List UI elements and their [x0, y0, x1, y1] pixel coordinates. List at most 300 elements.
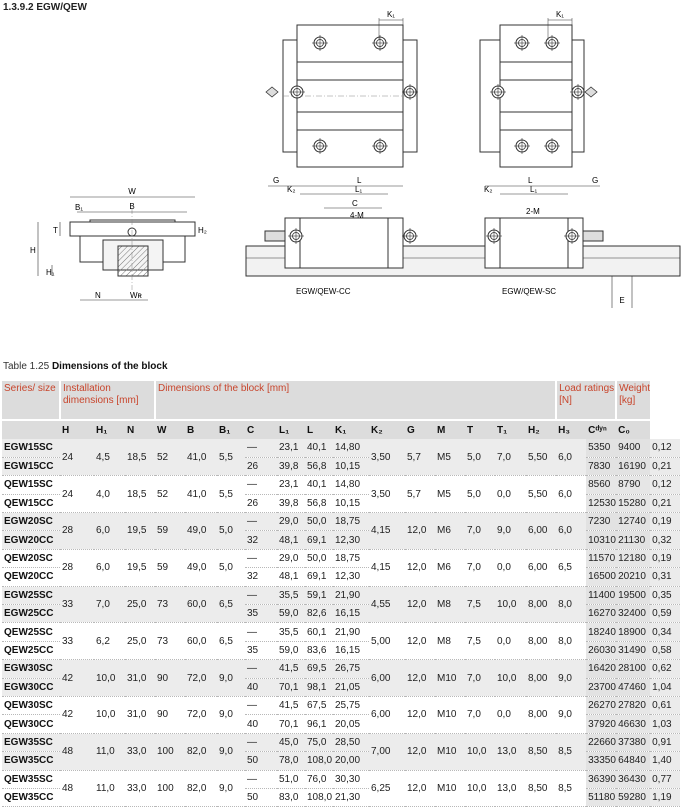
table-cell: 1,40: [650, 752, 680, 770]
table-cell: QEW15CC: [2, 494, 60, 512]
table-cell: M6: [435, 549, 465, 586]
table-cell: 41,0: [185, 476, 217, 513]
table-cell: 72,0: [185, 696, 217, 733]
table-cell: 60,1: [305, 623, 333, 641]
table-cell: M6: [435, 513, 465, 550]
table-cell: 59: [155, 549, 185, 586]
table-cell: 12,30: [333, 568, 369, 586]
table-cell: 7,0: [94, 586, 125, 623]
table-cell: —: [245, 513, 277, 531]
table-cell: 21,30: [333, 788, 369, 806]
table-cell: 64840: [616, 752, 650, 770]
top-view-cc: [266, 10, 418, 167]
group-block: Dimensions of the block [mm]: [155, 381, 556, 420]
table-cell: 41,5: [277, 696, 305, 714]
table-cell: 19,5: [125, 513, 155, 550]
table-cell: 9,0: [217, 770, 245, 807]
table-cell: 5350: [586, 439, 616, 457]
label-2m: 2-M: [526, 207, 540, 216]
table-cell: 8,00: [526, 660, 556, 697]
label-k1-sc: K₁: [555, 10, 565, 19]
table-cell: —: [245, 623, 277, 641]
table-cell: 0,21: [650, 494, 680, 512]
table-cell: 49,0: [185, 549, 217, 586]
table-cell: 5,5: [217, 439, 245, 476]
table-cell: 0,58: [650, 641, 680, 659]
column-header: L: [305, 420, 333, 439]
table-cell: 12,0: [405, 586, 435, 623]
table-cell: 0,19: [650, 513, 680, 531]
column-header: H₂: [526, 420, 556, 439]
table-cell: 90: [155, 660, 185, 697]
table-cell: 31,0: [125, 696, 155, 733]
table-cell: 10,0: [94, 696, 125, 733]
table-cell: 20,00: [333, 752, 369, 770]
table-cell: 10,0: [465, 770, 495, 807]
table-cell: 25,75: [333, 696, 369, 714]
table-cell: 40,1: [305, 439, 333, 457]
table-cell: 4,15: [369, 513, 405, 550]
table-cell: EGW25CC: [2, 605, 60, 623]
table-cell: 37920: [586, 715, 616, 733]
table-row: [2, 549, 680, 567]
table-cell: 12,0: [405, 513, 435, 550]
table-cell: 78,0: [277, 752, 305, 770]
table-cell: 75,0: [305, 733, 333, 751]
table-cell: 56,8: [305, 494, 333, 512]
table-cell: 33: [60, 623, 94, 660]
table-cell: EGW20CC: [2, 531, 60, 549]
table-cell: 4,15: [369, 549, 405, 586]
column-header: N: [125, 420, 155, 439]
table-cell: 28: [60, 513, 94, 550]
table-cell: 0,0: [495, 696, 526, 733]
label-b: B: [129, 202, 135, 211]
table-cell: 4,55: [369, 586, 405, 623]
table-cell: QEW35SC: [2, 770, 60, 788]
table-cell: 25,0: [125, 623, 155, 660]
table-cell: 73: [155, 586, 185, 623]
view-label-sc: EGW/QEW-SC: [502, 287, 557, 296]
dimensions-table: [2, 381, 680, 807]
table-cell: 12,0: [405, 733, 435, 770]
table-cell: 35: [245, 641, 277, 659]
table-cell: 7,0: [465, 696, 495, 733]
table-cell: 26030: [586, 641, 616, 659]
column-header: K₂: [369, 420, 405, 439]
table-cell: 29,0: [277, 513, 305, 531]
label-wr: Wʀ: [130, 291, 142, 300]
table-cell: 45,0: [277, 733, 305, 751]
table-cell: 6,0: [556, 513, 586, 550]
table-cell: 8,5: [556, 770, 586, 807]
table-cell: 96,1: [305, 715, 333, 733]
table-cell: 18,75: [333, 513, 369, 531]
table-cell: QEW20SC: [2, 549, 60, 567]
table-cell: 16,15: [333, 605, 369, 623]
column-header: Cᵈʸⁿ: [586, 420, 616, 439]
table-cell: 12,0: [405, 696, 435, 733]
table-cell: 36430: [616, 770, 650, 788]
table-cell: 42: [60, 696, 94, 733]
table-cell: 3,50: [369, 439, 405, 476]
table-cell: 49,0: [185, 513, 217, 550]
column-header: C₀: [616, 420, 650, 439]
column-header: H₁: [94, 420, 125, 439]
table-row: [2, 733, 680, 751]
label-l1-sc: L₁: [530, 185, 538, 194]
table-cell: M8: [435, 623, 465, 660]
table-cell: 0,61: [650, 696, 680, 714]
table-cell: 10,0: [94, 660, 125, 697]
table-cell: 7,0: [465, 513, 495, 550]
table-cell: 12,0: [405, 660, 435, 697]
table-cell: 8,00: [526, 623, 556, 660]
table-cell: 8,5: [556, 733, 586, 770]
label-l-sc: L: [528, 176, 533, 185]
table-cell: 98,1: [305, 678, 333, 696]
table-cell: —: [245, 696, 277, 714]
table-cell: 0,0: [495, 623, 526, 660]
table-cell: 0,31: [650, 568, 680, 586]
table-caption-prefix: Table 1.25: [3, 361, 50, 372]
label-g-sc: G: [592, 176, 599, 185]
table-cell: 5,5: [217, 476, 245, 513]
table-cell: 41,0: [185, 439, 217, 476]
table-cell: 0,62: [650, 660, 680, 678]
table-cell: —: [245, 660, 277, 678]
technical-drawing: [0, 0, 683, 360]
table-cell: 32: [245, 568, 277, 586]
table-cell: 6,5: [217, 623, 245, 660]
table-cell: 7,0: [495, 439, 526, 476]
column-header: H₃: [556, 420, 586, 439]
header-empty: [2, 420, 60, 439]
table-cell: 1,19: [650, 788, 680, 806]
table-cell: 48,1: [277, 531, 305, 549]
table-cell: QEW15SC: [2, 476, 60, 494]
column-header: B₁: [217, 420, 245, 439]
table-cell: 35,5: [277, 586, 305, 604]
column-header: T: [465, 420, 495, 439]
table-cell: 18,5: [125, 476, 155, 513]
table-cell: 24: [60, 439, 94, 476]
table-cell: 7,0: [465, 660, 495, 697]
table-cell: 12,0: [405, 770, 435, 807]
table-cell: 82,0: [185, 770, 217, 807]
table-row: [2, 770, 680, 788]
table-cell: EGW35CC: [2, 752, 60, 770]
table-cell: 8560: [586, 476, 616, 494]
table-cell: 8,0: [556, 623, 586, 660]
table-cell: 0,21: [650, 457, 680, 475]
table-cell: EGW35SC: [2, 733, 60, 751]
table-cell: 11,0: [94, 770, 125, 807]
table-cell: 16500: [586, 568, 616, 586]
column-header: W: [155, 420, 185, 439]
column-header: B: [185, 420, 217, 439]
label-k2-cc: K₂: [287, 185, 296, 194]
table-cell: 33: [60, 586, 94, 623]
label-k1-cc: K₁: [386, 10, 396, 19]
front-view: [30, 187, 207, 300]
table-cell: 5,0: [217, 549, 245, 586]
table-cell: 28100: [616, 660, 650, 678]
table-cell: 36390: [586, 770, 616, 788]
table-cell: 69,5: [305, 660, 333, 678]
table-cell: 16270: [586, 605, 616, 623]
table-cell: QEW25CC: [2, 641, 60, 659]
table-cell: 50,0: [305, 513, 333, 531]
table-cell: 7,00: [369, 733, 405, 770]
table-cell: 5,50: [526, 476, 556, 513]
table-cell: 26270: [586, 696, 616, 714]
label-w: W: [128, 187, 136, 196]
table-cell: EGW15CC: [2, 457, 60, 475]
table-row: [2, 513, 680, 531]
table-cell: 46630: [616, 715, 650, 733]
table-cell: EGW15SC: [2, 439, 60, 457]
table-cell: 7,5: [465, 586, 495, 623]
table-cell: 6,0: [556, 439, 586, 476]
table-cell: 90: [155, 696, 185, 733]
table-cell: 9,0: [556, 696, 586, 733]
label-h2: H₂: [198, 226, 207, 235]
table-cell: 28,50: [333, 733, 369, 751]
table-cell: 9,0: [495, 513, 526, 550]
table-cell: 70,1: [277, 715, 305, 733]
table-cell: 23,1: [277, 476, 305, 494]
table-cell: 12740: [616, 513, 650, 531]
column-header: C: [245, 420, 277, 439]
table-cell: 8,0: [556, 586, 586, 623]
table-cell: 13,0: [495, 770, 526, 807]
table-cell: 29,0: [277, 549, 305, 567]
label-c: C: [352, 199, 358, 208]
table-cell: 76,0: [305, 770, 333, 788]
table-cell: 6,00: [526, 549, 556, 586]
table-cell: 70,1: [277, 678, 305, 696]
column-header: M: [435, 420, 465, 439]
table-cell: 7,5: [465, 623, 495, 660]
table-cell: 5,50: [526, 439, 556, 476]
side-view: [246, 176, 680, 308]
table-cell: EGW30SC: [2, 660, 60, 678]
table-body: [2, 439, 680, 807]
table-cell: 6,5: [556, 549, 586, 586]
label-n: N: [95, 291, 101, 300]
table-row: [2, 476, 680, 494]
table-cell: 1,03: [650, 715, 680, 733]
label-h: H: [30, 246, 36, 255]
table-cell: 33,0: [125, 733, 155, 770]
table-cell: 48: [60, 733, 94, 770]
table-cell: 7230: [586, 513, 616, 531]
table-cell: 12180: [616, 549, 650, 567]
table-row: [2, 586, 680, 604]
table-cell: 37380: [616, 733, 650, 751]
label-t: T: [53, 226, 58, 235]
table-cell: 19,5: [125, 549, 155, 586]
table-cell: 50: [245, 788, 277, 806]
table-cell: 108,0: [305, 752, 333, 770]
table-row: [2, 623, 680, 641]
table-cell: 30,30: [333, 770, 369, 788]
table-cell: 21,90: [333, 623, 369, 641]
table-cell: 33350: [586, 752, 616, 770]
table-cell: —: [245, 770, 277, 788]
table-cell: 0,12: [650, 439, 680, 457]
table-cell: 5,0: [465, 476, 495, 513]
table-row: [2, 660, 680, 678]
table-cell: 11,0: [94, 733, 125, 770]
label-k2-sc: K₂: [484, 185, 493, 194]
table-cell: —: [245, 439, 277, 457]
column-header: L₁: [277, 420, 305, 439]
table-cell: 39,8: [277, 494, 305, 512]
table-cell: 50,0: [305, 549, 333, 567]
table-cell: M10: [435, 733, 465, 770]
table-cell: M5: [435, 439, 465, 476]
table-cell: M5: [435, 476, 465, 513]
table-cell: 12,0: [405, 549, 435, 586]
table-cell: 18,5: [125, 439, 155, 476]
label-b1: B₁: [75, 203, 84, 212]
table-cell: QEW30SC: [2, 696, 60, 714]
table-cell: 50: [245, 752, 277, 770]
table-cell: 12,30: [333, 531, 369, 549]
table-cell: 26,75: [333, 660, 369, 678]
table-cell: 10,15: [333, 494, 369, 512]
section-title: 1.3.9.2 EGW/QEW: [3, 2, 87, 13]
label-e: E: [619, 296, 625, 305]
table-cell: 35,5: [277, 623, 305, 641]
table-cell: QEW25SC: [2, 623, 60, 641]
table-cell: 6,5: [217, 586, 245, 623]
column-header: G: [405, 420, 435, 439]
table-cell: 15280: [616, 494, 650, 512]
table-row: [2, 439, 680, 457]
table-cell: EGW20SC: [2, 513, 60, 531]
table-cell: 31,0: [125, 660, 155, 697]
table-cell: M8: [435, 586, 465, 623]
group-series: Series/ size: [2, 381, 60, 420]
table-cell: M10: [435, 696, 465, 733]
table-cell: 51180: [586, 788, 616, 806]
table-cell: 14,80: [333, 439, 369, 457]
table-cell: 42: [60, 660, 94, 697]
table-cell: 0,34: [650, 623, 680, 641]
table-cell: 82,0: [185, 733, 217, 770]
table-cell: 83,6: [305, 641, 333, 659]
table-cell: 10,0: [465, 733, 495, 770]
table-cell: 40: [245, 715, 277, 733]
table-cell: 16,15: [333, 641, 369, 659]
table-cell: 23,1: [277, 439, 305, 457]
table-cell: 108,0: [305, 788, 333, 806]
column-header: K₁: [333, 420, 369, 439]
table-cell: 60,0: [185, 586, 217, 623]
table-cell: 8,50: [526, 770, 556, 807]
table-caption: [3, 361, 168, 372]
table-cell: 59,0: [277, 641, 305, 659]
table-cell: 32: [245, 531, 277, 549]
table-cell: 11570: [586, 549, 616, 567]
group-installation: Installation dimensions [mm]: [60, 381, 155, 420]
table-cell: 51,0: [277, 770, 305, 788]
table-cell: 27820: [616, 696, 650, 714]
table-cell: 28: [60, 549, 94, 586]
table-cell: 16190: [616, 457, 650, 475]
table-cell: 100: [155, 770, 185, 807]
table-cell: 0,12: [650, 476, 680, 494]
table-cell: 5,0: [217, 513, 245, 550]
table-cell: 4,5: [94, 439, 125, 476]
table-cell: 6,0: [556, 476, 586, 513]
label-h1: H₁: [46, 268, 55, 277]
table-cell: 10,0: [495, 660, 526, 697]
table-cell: 0,0: [495, 549, 526, 586]
table-cell: 14,80: [333, 476, 369, 494]
table-cell: 20,05: [333, 715, 369, 733]
table-cell: 0,77: [650, 770, 680, 788]
table-cell: 0,32: [650, 531, 680, 549]
table-cell: 33,0: [125, 770, 155, 807]
column-header: H: [60, 420, 94, 439]
table-cell: 5,7: [405, 439, 435, 476]
table-cell: 67,5: [305, 696, 333, 714]
table-cell: 23700: [586, 678, 616, 696]
table-cell: 82,6: [305, 605, 333, 623]
table-caption-title: Dimensions of the block: [51, 361, 168, 372]
table-cell: 8790: [616, 476, 650, 494]
table-cell: 60,0: [185, 623, 217, 660]
table-cell: 48,1: [277, 568, 305, 586]
table-cell: EGW30CC: [2, 678, 60, 696]
table-cell: 12530: [586, 494, 616, 512]
view-label-cc: EGW/QEW-CC: [296, 287, 351, 296]
table-cell: 6,0: [94, 513, 125, 550]
group-load: Load ratings [N]: [556, 381, 616, 420]
table-cell: 5,7: [405, 476, 435, 513]
table-cell: M10: [435, 660, 465, 697]
table-cell: 21,05: [333, 678, 369, 696]
table-cell: 3,50: [369, 476, 405, 513]
table-cell: —: [245, 733, 277, 751]
table-cell: 40,1: [305, 476, 333, 494]
table-cell: 9400: [616, 439, 650, 457]
table-cell: 9,0: [217, 660, 245, 697]
table-cell: 6,0: [94, 549, 125, 586]
label-l-cc: L: [357, 176, 362, 185]
table-cell: 10,15: [333, 457, 369, 475]
table-cell: 21,90: [333, 586, 369, 604]
table-cell: 31490: [616, 641, 650, 659]
table-cell: 0,91: [650, 733, 680, 751]
table-cell: 41,5: [277, 660, 305, 678]
table-cell: 20210: [616, 568, 650, 586]
table-cell: 18,75: [333, 549, 369, 567]
table-cell: 73: [155, 623, 185, 660]
table-cell: 1,04: [650, 678, 680, 696]
table-cell: —: [245, 476, 277, 494]
table-cell: —: [245, 586, 277, 604]
table-cell: 52: [155, 439, 185, 476]
table-cell: 0,35: [650, 586, 680, 604]
table-cell: 59,1: [305, 586, 333, 604]
table-cell: 59280: [616, 788, 650, 806]
table-cell: 0,19: [650, 549, 680, 567]
